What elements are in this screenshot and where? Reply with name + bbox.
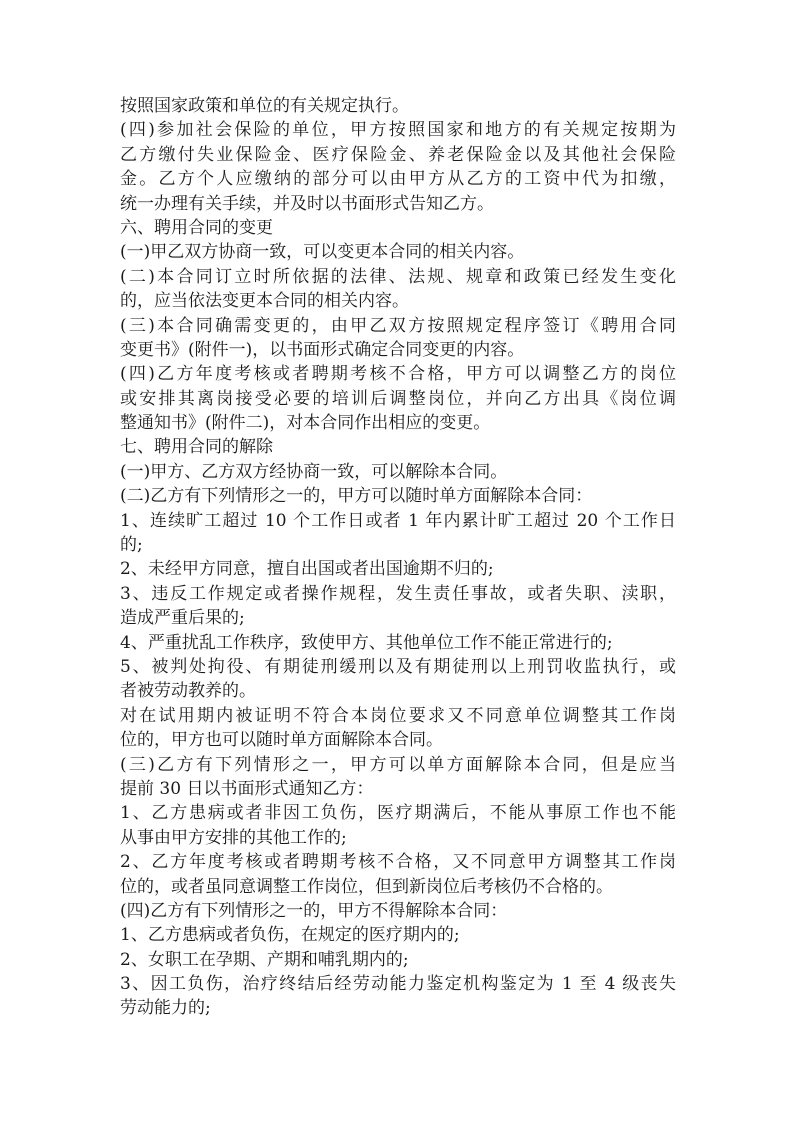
text-line: 劳动能力的; [120, 998, 211, 1019]
text-line: 对在试用期内被证明不符合本岗位要求又不同意单位调整其工作岗 [120, 705, 676, 726]
text-line: 2、女职工在孕期、产期和哺乳期内的; [120, 949, 409, 970]
text-line: (三)乙方有下列情形之一，甲方可以单方面解除本合同，但是应当 [120, 754, 676, 775]
text-line: 或安排其离岗接受必要的培训后调整岗位，并向乙方出具《岗位调 [120, 388, 676, 409]
text-line: 从事由甲方安排的其他工作的; [120, 827, 347, 848]
text-line: 造成严重后果的; [120, 608, 245, 629]
text-line: 3、因工负伤，治疗终结后经劳动能力鉴定机构鉴定为 1 至 4 级丧失 [120, 974, 676, 995]
text-line: (一)甲乙双方协商一致，可以变更本合同的相关内容。 [120, 242, 525, 263]
text-line: 2、乙方年度考核或者聘期考核不合格，又不同意甲方调整其工作岗 [120, 852, 676, 873]
text-line: 金。乙方个人应缴纳的部分可以由甲方从乙方的工资中代为扣缴， [120, 169, 676, 190]
text-line: 按照国家政策和单位的有关规定执行。 [120, 96, 409, 116]
text-line: 的; [120, 535, 143, 556]
text-line: 位的，甲方也可以随时单方面解除本合同。 [120, 730, 443, 751]
text-line: 变更书》(附件一)，以书面形式确定合同变更的内容。 [120, 339, 525, 360]
text-line: (四)乙方年度考核或者聘期考核不合格，甲方可以调整乙方的岗位 [120, 364, 676, 385]
text-line: 1、乙方患病或者负伤，在规定的医疗期内的; [120, 925, 460, 946]
text-line: 1、连续旷工超过 10 个工作日或者 1 年内累计旷工超过 20 个工作日 [120, 510, 676, 531]
text-line: (四)参加社会保险的单位，甲方按照国家和地方的有关规定按期为 [120, 120, 676, 141]
text-line: (二)乙方有下列情形之一的，甲方可以随时单方面解除本合同： [120, 486, 593, 507]
text-line: 的，应当依法变更本合同的相关内容。 [120, 291, 409, 312]
text-line: 提前 30 日以书面形式通知乙方： [120, 778, 374, 799]
text-line: (二)本合同订立时所依据的法律、法规、规章和政策已经发生变化 [120, 266, 676, 287]
text-line: (一)甲方、乙方双方经协商一致，可以解除本合同。 [120, 461, 508, 482]
text-line: 六、聘用合同的变更 [120, 217, 273, 238]
text-line: 5、被判处拘役、有期徒刑缓刑以及有期徒刑以上刑罚收监执行，或 [120, 656, 676, 677]
document-body [120, 94, 676, 1021]
text-line: 4、严重扰乱工作秩序，致使甲方、其他单位工作不能正常进行的; [120, 632, 613, 653]
text-line: 2、未经甲方同意，擅自出国或者出国逾期不归的; [120, 559, 494, 580]
text-line: 3、违反工作规定或者操作规程，发生责任事故，或者失职、渎职， [120, 583, 676, 604]
text-line: (四)乙方有下列情形之一的，甲方不得解除本合同： [120, 900, 508, 921]
text-line: 位的，或者虽同意调整工作岗位，但到新岗位后考核仍不合格的。 [120, 876, 613, 897]
text-line: 乙方缴付失业保险金、医疗保险金、养老保险金以及其他社会保险 [120, 144, 676, 165]
text-line: 统一办理有关手续，并及时以书面形式告知乙方。 [120, 193, 494, 214]
text-line: 七、聘用合同的解除 [120, 437, 273, 458]
text-line: 1、乙方患病或者非因工负伤，医疗期满后，不能从事原工作也不能 [120, 803, 676, 824]
text-line: 整通知书》(附件二)，对本合同作出相应的变更。 [120, 413, 491, 434]
text-line: 者被劳动教养的。 [120, 681, 256, 702]
text-line: (三)本合同确需变更的，由甲乙双方按照规定程序签订《聘用合同 [120, 315, 676, 336]
